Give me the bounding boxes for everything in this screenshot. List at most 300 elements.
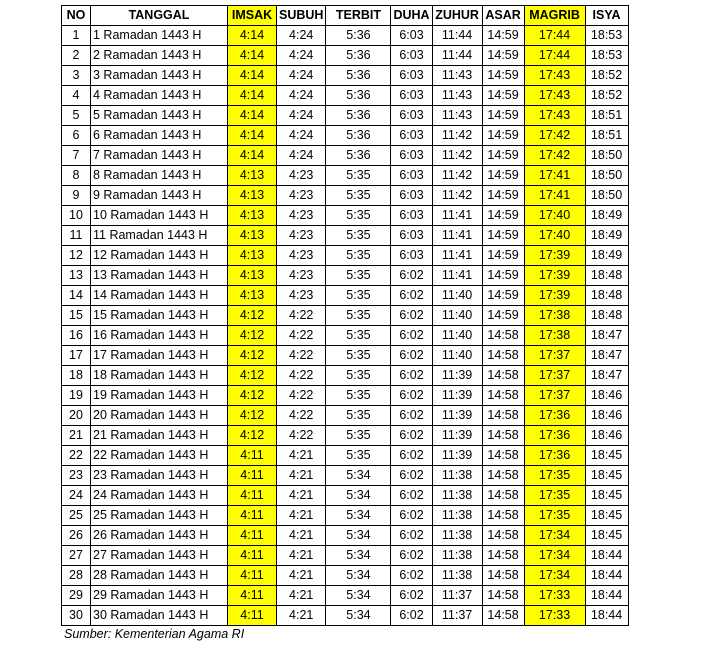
col-imsak-cell: 4:14	[228, 126, 277, 146]
col-zuhur-cell: 11:43	[432, 106, 482, 126]
col-imsak-header: IMSAK	[228, 6, 277, 26]
col-magrib-cell: 17:33	[524, 606, 585, 626]
col-asar-cell: 14:58	[482, 546, 524, 566]
col-terbit-cell: 5:35	[326, 266, 391, 286]
col-magrib-cell: 17:34	[524, 546, 585, 566]
table-row	[62, 146, 629, 166]
col-magrib-cell: 17:43	[524, 66, 585, 86]
col-duha-cell: 6:02	[391, 266, 432, 286]
col-duha-cell: 6:02	[391, 306, 432, 326]
col-tanggal-cell: 18 Ramadan 1443 H	[91, 366, 228, 386]
col-tanggal-cell: 24 Ramadan 1443 H	[91, 486, 228, 506]
col-duha-cell: 6:03	[391, 86, 432, 106]
col-duha-cell: 6:03	[391, 226, 432, 246]
col-tanggal-cell: 3 Ramadan 1443 H	[91, 66, 228, 86]
col-magrib-cell: 17:35	[524, 506, 585, 526]
col-asar-cell: 14:59	[482, 266, 524, 286]
col-subuh-cell: 4:22	[277, 326, 326, 346]
col-isya-cell: 18:53	[585, 26, 628, 46]
col-no-cell: 1	[62, 26, 91, 46]
col-imsak-cell: 4:13	[228, 266, 277, 286]
col-magrib-cell: 17:34	[524, 566, 585, 586]
col-duha-cell: 6:03	[391, 126, 432, 146]
table-row	[62, 526, 629, 546]
col-zuhur-cell: 11:41	[432, 266, 482, 286]
col-no-cell: 27	[62, 546, 91, 566]
col-subuh-cell: 4:24	[277, 66, 326, 86]
col-no-cell: 20	[62, 406, 91, 426]
col-no-cell: 14	[62, 286, 91, 306]
col-tanggal-cell: 9 Ramadan 1443 H	[91, 186, 228, 206]
col-tanggal-cell: 26 Ramadan 1443 H	[91, 526, 228, 546]
col-tanggal-cell: 6 Ramadan 1443 H	[91, 126, 228, 146]
col-imsak-cell: 4:11	[228, 466, 277, 486]
col-subuh-cell: 4:23	[277, 246, 326, 266]
col-duha-cell: 6:02	[391, 286, 432, 306]
col-tanggal-cell: 30 Ramadan 1443 H	[91, 606, 228, 626]
col-magrib-cell: 17:36	[524, 406, 585, 426]
col-no-cell: 29	[62, 586, 91, 606]
col-asar-cell: 14:58	[482, 466, 524, 486]
col-terbit-cell: 5:34	[326, 546, 391, 566]
col-duha-cell: 6:02	[391, 526, 432, 546]
col-no-cell: 13	[62, 266, 91, 286]
col-isya-cell: 18:46	[585, 426, 628, 446]
col-terbit-cell: 5:35	[326, 426, 391, 446]
col-tanggal-cell: 12 Ramadan 1443 H	[91, 246, 228, 266]
source-note: Sumber: Kementerian Agama RI	[64, 627, 245, 641]
col-isya-cell: 18:47	[585, 366, 628, 386]
col-subuh-cell: 4:21	[277, 606, 326, 626]
col-magrib-cell: 17:43	[524, 106, 585, 126]
col-subuh-cell: 4:23	[277, 186, 326, 206]
col-magrib-cell: 17:35	[524, 466, 585, 486]
col-imsak-cell: 4:13	[228, 246, 277, 266]
col-subuh-cell: 4:24	[277, 86, 326, 106]
table-row	[62, 206, 629, 226]
col-no-cell: 11	[62, 226, 91, 246]
table-row	[62, 306, 629, 326]
table-row	[62, 66, 629, 86]
col-isya-cell: 18:48	[585, 266, 628, 286]
col-imsak-cell: 4:11	[228, 586, 277, 606]
col-asar-cell: 14:58	[482, 366, 524, 386]
col-asar-cell: 14:59	[482, 86, 524, 106]
col-zuhur-cell: 11:38	[432, 546, 482, 566]
col-asar-cell: 14:58	[482, 346, 524, 366]
col-duha-cell: 6:02	[391, 586, 432, 606]
col-imsak-cell: 4:14	[228, 26, 277, 46]
table-row	[62, 186, 629, 206]
col-no-cell: 17	[62, 346, 91, 366]
col-tanggal-cell: 16 Ramadan 1443 H	[91, 326, 228, 346]
col-tanggal-cell: 7 Ramadan 1443 H	[91, 146, 228, 166]
prayer-schedule-table	[61, 5, 629, 626]
col-no-cell: 23	[62, 466, 91, 486]
col-terbit-cell: 5:36	[326, 146, 391, 166]
table-row	[62, 546, 629, 566]
col-tanggal-cell: 21 Ramadan 1443 H	[91, 426, 228, 446]
col-isya-cell: 18:47	[585, 326, 628, 346]
col-isya-cell: 18:53	[585, 46, 628, 66]
col-tanggal-cell: 15 Ramadan 1443 H	[91, 306, 228, 326]
col-duha-cell: 6:02	[391, 606, 432, 626]
col-imsak-cell: 4:14	[228, 46, 277, 66]
col-imsak-cell: 4:12	[228, 326, 277, 346]
table-row	[62, 506, 629, 526]
col-isya-cell: 18:45	[585, 486, 628, 506]
col-terbit-cell: 5:36	[326, 26, 391, 46]
col-no-cell: 2	[62, 46, 91, 66]
col-zuhur-cell: 11:37	[432, 586, 482, 606]
col-no-cell: 21	[62, 426, 91, 446]
col-magrib-cell: 17:41	[524, 166, 585, 186]
col-subuh-cell: 4:22	[277, 386, 326, 406]
table-header	[62, 6, 629, 26]
col-zuhur-cell: 11:42	[432, 126, 482, 146]
col-magrib-cell: 17:44	[524, 26, 585, 46]
col-no-cell: 10	[62, 206, 91, 226]
col-zuhur-cell: 11:42	[432, 166, 482, 186]
col-zuhur-cell: 11:39	[432, 406, 482, 426]
col-tanggal-cell: 2 Ramadan 1443 H	[91, 46, 228, 66]
table-row	[62, 226, 629, 246]
table-row	[62, 586, 629, 606]
col-terbit-cell: 5:35	[326, 386, 391, 406]
col-zuhur-cell: 11:42	[432, 186, 482, 206]
col-magrib-cell: 17:37	[524, 386, 585, 406]
col-zuhur-cell: 11:39	[432, 446, 482, 466]
header-row	[62, 6, 629, 26]
col-duha-cell: 6:02	[391, 446, 432, 466]
col-imsak-cell: 4:13	[228, 206, 277, 226]
col-terbit-cell: 5:36	[326, 106, 391, 126]
col-isya-cell: 18:52	[585, 86, 628, 106]
col-isya-cell: 18:49	[585, 246, 628, 266]
col-terbit-cell: 5:34	[326, 466, 391, 486]
col-isya-cell: 18:49	[585, 226, 628, 246]
col-asar-cell: 14:59	[482, 186, 524, 206]
col-isya-cell: 18:47	[585, 346, 628, 366]
col-duha-cell: 6:02	[391, 346, 432, 366]
col-imsak-cell: 4:11	[228, 506, 277, 526]
col-asar-cell: 14:59	[482, 226, 524, 246]
col-terbit-cell: 5:35	[326, 246, 391, 266]
col-asar-cell: 14:59	[482, 126, 524, 146]
col-isya-cell: 18:45	[585, 446, 628, 466]
col-zuhur-cell: 11:39	[432, 386, 482, 406]
col-duha-cell: 6:03	[391, 106, 432, 126]
col-subuh-cell: 4:21	[277, 486, 326, 506]
col-terbit-cell: 5:36	[326, 126, 391, 146]
col-subuh-cell: 4:21	[277, 446, 326, 466]
col-imsak-cell: 4:13	[228, 226, 277, 246]
col-no-cell: 24	[62, 486, 91, 506]
col-no-cell: 6	[62, 126, 91, 146]
col-tanggal-cell: 11 Ramadan 1443 H	[91, 226, 228, 246]
col-asar-cell: 14:59	[482, 286, 524, 306]
col-magrib-cell: 17:42	[524, 146, 585, 166]
col-zuhur-cell: 11:38	[432, 506, 482, 526]
col-imsak-cell: 4:12	[228, 426, 277, 446]
col-no-cell: 18	[62, 366, 91, 386]
col-zuhur-cell: 11:41	[432, 226, 482, 246]
col-duha-cell: 6:02	[391, 326, 432, 346]
col-tanggal-cell: 22 Ramadan 1443 H	[91, 446, 228, 466]
col-magrib-cell: 17:40	[524, 206, 585, 226]
col-magrib-cell: 17:44	[524, 46, 585, 66]
col-imsak-cell: 4:12	[228, 346, 277, 366]
col-magrib-cell: 17:43	[524, 86, 585, 106]
col-terbit-cell: 5:35	[326, 446, 391, 466]
col-no-cell: 12	[62, 246, 91, 266]
col-magrib-cell: 17:40	[524, 226, 585, 246]
col-asar-cell: 14:58	[482, 386, 524, 406]
col-duha-cell: 6:02	[391, 466, 432, 486]
col-isya-cell: 18:50	[585, 166, 628, 186]
col-imsak-cell: 4:13	[228, 286, 277, 306]
col-asar-cell: 14:59	[482, 106, 524, 126]
col-terbit-cell: 5:35	[326, 226, 391, 246]
col-terbit-cell: 5:35	[326, 166, 391, 186]
col-subuh-cell: 4:23	[277, 206, 326, 226]
col-terbit-cell: 5:34	[326, 526, 391, 546]
col-terbit-cell: 5:36	[326, 66, 391, 86]
col-isya-cell: 18:45	[585, 526, 628, 546]
col-no-header: NO	[62, 6, 91, 26]
col-isya-cell: 18:45	[585, 506, 628, 526]
col-asar-cell: 14:58	[482, 406, 524, 426]
col-imsak-cell: 4:13	[228, 166, 277, 186]
col-isya-cell: 18:44	[585, 546, 628, 566]
table-row	[62, 286, 629, 306]
col-zuhur-cell: 11:41	[432, 246, 482, 266]
col-tanggal-cell: 13 Ramadan 1443 H	[91, 266, 228, 286]
col-magrib-cell: 17:34	[524, 526, 585, 546]
col-imsak-cell: 4:11	[228, 446, 277, 466]
col-subuh-cell: 4:21	[277, 506, 326, 526]
col-duha-cell: 6:03	[391, 246, 432, 266]
col-magrib-cell: 17:42	[524, 126, 585, 146]
col-zuhur-cell: 11:40	[432, 326, 482, 346]
col-zuhur-cell: 11:44	[432, 26, 482, 46]
col-zuhur-cell: 11:37	[432, 606, 482, 626]
col-no-cell: 26	[62, 526, 91, 546]
table-row	[62, 386, 629, 406]
col-tanggal-cell: 28 Ramadan 1443 H	[91, 566, 228, 586]
col-tanggal-cell: 27 Ramadan 1443 H	[91, 546, 228, 566]
table-row	[62, 446, 629, 466]
table-row	[62, 86, 629, 106]
col-duha-cell: 6:02	[391, 426, 432, 446]
col-zuhur-cell: 11:40	[432, 346, 482, 366]
col-subuh-cell: 4:22	[277, 366, 326, 386]
col-tanggal-cell: 23 Ramadan 1443 H	[91, 466, 228, 486]
col-zuhur-cell: 11:39	[432, 366, 482, 386]
col-asar-cell: 14:59	[482, 26, 524, 46]
table-row	[62, 486, 629, 506]
col-zuhur-cell: 11:41	[432, 206, 482, 226]
col-duha-cell: 6:03	[391, 46, 432, 66]
col-duha-cell: 6:03	[391, 146, 432, 166]
col-subuh-cell: 4:22	[277, 406, 326, 426]
col-isya-cell: 18:45	[585, 466, 628, 486]
col-subuh-cell: 4:23	[277, 286, 326, 306]
col-duha-header: DUHA	[391, 6, 432, 26]
col-isya-cell: 18:52	[585, 66, 628, 86]
col-terbit-cell: 5:34	[326, 486, 391, 506]
col-zuhur-cell: 11:38	[432, 486, 482, 506]
col-asar-cell: 14:58	[482, 426, 524, 446]
col-terbit-cell: 5:35	[326, 306, 391, 326]
col-magrib-cell: 17:38	[524, 326, 585, 346]
col-magrib-header: MAGRIB	[524, 6, 585, 26]
col-asar-cell: 14:59	[482, 166, 524, 186]
col-terbit-header: TERBIT	[326, 6, 391, 26]
col-magrib-cell: 17:39	[524, 286, 585, 306]
col-duha-cell: 6:02	[391, 366, 432, 386]
col-subuh-header: SUBUH	[277, 6, 326, 26]
col-isya-cell: 18:51	[585, 106, 628, 126]
col-tanggal-cell: 20 Ramadan 1443 H	[91, 406, 228, 426]
col-magrib-cell: 17:37	[524, 366, 585, 386]
col-zuhur-cell: 11:42	[432, 146, 482, 166]
col-asar-cell: 14:59	[482, 246, 524, 266]
table-body	[62, 26, 629, 626]
col-zuhur-cell: 11:38	[432, 466, 482, 486]
col-tanggal-cell: 19 Ramadan 1443 H	[91, 386, 228, 406]
col-asar-cell: 14:58	[482, 446, 524, 466]
col-asar-cell: 14:58	[482, 606, 524, 626]
col-no-cell: 4	[62, 86, 91, 106]
col-terbit-cell: 5:34	[326, 566, 391, 586]
col-terbit-cell: 5:36	[326, 46, 391, 66]
col-terbit-cell: 5:35	[326, 326, 391, 346]
col-subuh-cell: 4:21	[277, 466, 326, 486]
table-row	[62, 466, 629, 486]
col-subuh-cell: 4:23	[277, 226, 326, 246]
table-row	[62, 106, 629, 126]
col-terbit-cell: 5:35	[326, 366, 391, 386]
col-tanggal-cell: 17 Ramadan 1443 H	[91, 346, 228, 366]
col-asar-cell: 14:59	[482, 46, 524, 66]
col-subuh-cell: 4:21	[277, 586, 326, 606]
col-asar-header: ASAR	[482, 6, 524, 26]
col-duha-cell: 6:03	[391, 26, 432, 46]
col-isya-cell: 18:46	[585, 386, 628, 406]
col-duha-cell: 6:02	[391, 506, 432, 526]
col-magrib-cell: 17:39	[524, 266, 585, 286]
col-tanggal-cell: 5 Ramadan 1443 H	[91, 106, 228, 126]
col-subuh-cell: 4:22	[277, 306, 326, 326]
table-row	[62, 426, 629, 446]
col-asar-cell: 14:59	[482, 146, 524, 166]
col-subuh-cell: 4:23	[277, 166, 326, 186]
col-magrib-cell: 17:36	[524, 426, 585, 446]
col-asar-cell: 14:58	[482, 486, 524, 506]
col-no-cell: 30	[62, 606, 91, 626]
table-row	[62, 166, 629, 186]
col-subuh-cell: 4:24	[277, 46, 326, 66]
col-terbit-cell: 5:35	[326, 206, 391, 226]
col-no-cell: 9	[62, 186, 91, 206]
col-imsak-cell: 4:11	[228, 546, 277, 566]
col-tanggal-cell: 1 Ramadan 1443 H	[91, 26, 228, 46]
col-isya-header: ISYA	[585, 6, 628, 26]
col-imsak-cell: 4:12	[228, 366, 277, 386]
col-zuhur-cell: 11:40	[432, 286, 482, 306]
col-zuhur-cell: 11:38	[432, 566, 482, 586]
col-imsak-cell: 4:11	[228, 566, 277, 586]
col-magrib-cell: 17:38	[524, 306, 585, 326]
table-row	[62, 246, 629, 266]
table-row	[62, 326, 629, 346]
col-magrib-cell: 17:35	[524, 486, 585, 506]
col-terbit-cell: 5:34	[326, 606, 391, 626]
col-tanggal-cell: 14 Ramadan 1443 H	[91, 286, 228, 306]
col-asar-cell: 14:59	[482, 66, 524, 86]
col-duha-cell: 6:02	[391, 386, 432, 406]
col-imsak-cell: 4:11	[228, 606, 277, 626]
col-asar-cell: 14:59	[482, 306, 524, 326]
col-isya-cell: 18:49	[585, 206, 628, 226]
col-imsak-cell: 4:14	[228, 146, 277, 166]
col-magrib-cell: 17:41	[524, 186, 585, 206]
col-zuhur-cell: 11:43	[432, 66, 482, 86]
col-isya-cell: 18:44	[585, 566, 628, 586]
col-no-cell: 3	[62, 66, 91, 86]
col-isya-cell: 18:48	[585, 286, 628, 306]
col-tanggal-cell: 25 Ramadan 1443 H	[91, 506, 228, 526]
col-imsak-cell: 4:12	[228, 406, 277, 426]
table-row	[62, 566, 629, 586]
col-magrib-cell: 17:33	[524, 586, 585, 606]
col-tanggal-cell: 4 Ramadan 1443 H	[91, 86, 228, 106]
table-row	[62, 26, 629, 46]
col-duha-cell: 6:03	[391, 186, 432, 206]
col-imsak-cell: 4:11	[228, 526, 277, 546]
col-asar-cell: 14:58	[482, 506, 524, 526]
col-duha-cell: 6:02	[391, 546, 432, 566]
col-isya-cell: 18:50	[585, 186, 628, 206]
col-imsak-cell: 4:14	[228, 106, 277, 126]
col-duha-cell: 6:02	[391, 486, 432, 506]
col-subuh-cell: 4:23	[277, 266, 326, 286]
col-subuh-cell: 4:21	[277, 526, 326, 546]
table-row	[62, 406, 629, 426]
col-magrib-cell: 17:39	[524, 246, 585, 266]
col-terbit-cell: 5:35	[326, 346, 391, 366]
col-imsak-cell: 4:11	[228, 486, 277, 506]
table-row	[62, 46, 629, 66]
col-duha-cell: 6:03	[391, 66, 432, 86]
col-asar-cell: 14:58	[482, 566, 524, 586]
col-subuh-cell: 4:24	[277, 26, 326, 46]
col-zuhur-cell: 11:44	[432, 46, 482, 66]
table-row	[62, 126, 629, 146]
col-zuhur-cell: 11:38	[432, 526, 482, 546]
col-asar-cell: 14:58	[482, 586, 524, 606]
col-tanggal-cell: 10 Ramadan 1443 H	[91, 206, 228, 226]
col-imsak-cell: 4:12	[228, 306, 277, 326]
col-zuhur-cell: 11:39	[432, 426, 482, 446]
col-no-cell: 19	[62, 386, 91, 406]
col-asar-cell: 14:58	[482, 326, 524, 346]
col-isya-cell: 18:46	[585, 406, 628, 426]
table-row	[62, 346, 629, 366]
col-isya-cell: 18:44	[585, 606, 628, 626]
col-terbit-cell: 5:34	[326, 586, 391, 606]
